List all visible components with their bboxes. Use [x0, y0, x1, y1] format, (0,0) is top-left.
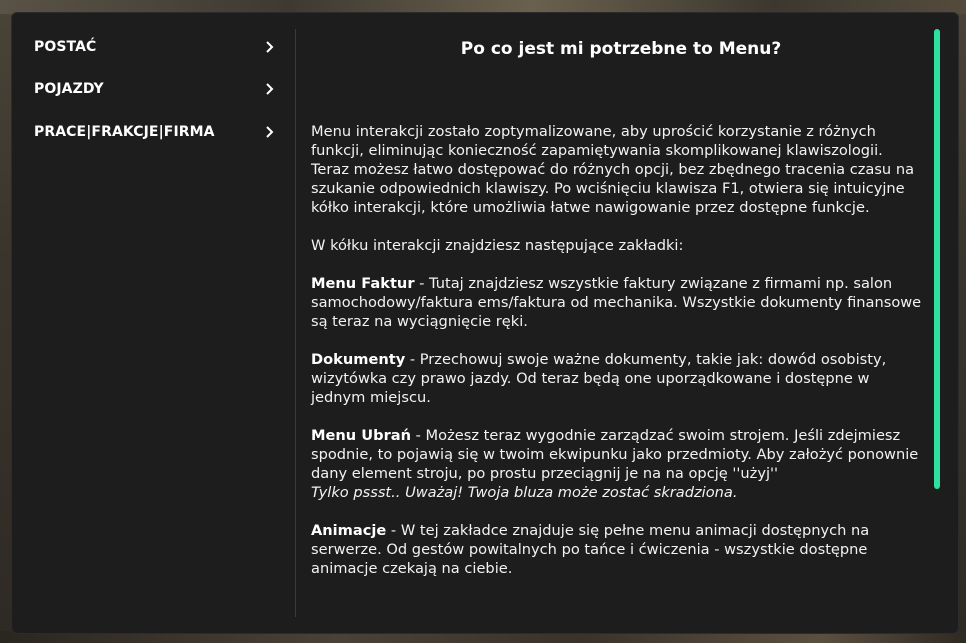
chevron-right-icon: [262, 81, 278, 97]
section-text: - Możesz teraz wygodnie zarządzać swoim strojem. Jeśli zdejmiesz spodnie, to pojawią się w twoim ekwipunku jako przedmioty. Aby założyć ponownie dany element stroju, po prostu przeciągnij je na na opcję ''użyj'': [311, 427, 919, 482]
scrollbar[interactable]: [934, 29, 940, 489]
intro-paragraph: Menu interakcji zostało zoptymalizowane, aby uprościć korzystanie z różnych funkcji, eliminując konieczność zapamiętywania skomplikowanej klawiszologii. Teraz możesz łatwo dostępować do różnych opcji, bez zbędnego tracenia czasu na szukanie odpowiednich klawiszy. Po wciśnięciu klawisza F1, otwiera się intuicyjne kółko interakcji, które umożliwia łatwe nawigowanie przez dostępne funkcje.: [311, 123, 915, 216]
section-note: Tylko pssst.. Uważaj! Twoja bluza może zostać skradziona.: [311, 484, 738, 501]
sidebar: [12, 13, 296, 633]
section-heading: Menu Faktur: [311, 275, 415, 292]
sidebar-item-pojazdy[interactable]: [34, 75, 278, 103]
section-animacje: [311, 521, 925, 578]
content-body: [311, 122, 925, 597]
interaction-menu-panel: [11, 12, 959, 634]
section-text: - Przechowuj swoje ważne dokumenty, takie jak: dowód osobisty, wizytówka czy prawo jazdy. Od teraz będą one uporządkowane i dostępne w jednym miejscu.: [311, 351, 887, 406]
section-heading: Animacje: [311, 522, 387, 539]
section-menu-faktur: [311, 274, 925, 331]
sidebar-item-label: POSTAĆ: [34, 39, 97, 55]
sidebar-divider: [295, 29, 296, 617]
page-title: Po co jest mi potrzebne to Menu?: [460, 39, 782, 59]
sidebar-item-postac[interactable]: [34, 33, 278, 61]
section-menu-ubran: [311, 426, 925, 502]
section-heading: Dokumenty: [311, 351, 406, 368]
section-dokumenty: [311, 350, 925, 407]
section-text: - Tutaj znajdziesz wszystkie faktury związane z firmami np. salon samochodowy/faktura ems/faktura od mechanika. Wszystkie dokumenty finansowe są teraz na wyciągnięcie ręki.: [311, 275, 922, 330]
sidebar-item-prace-frakcje-firma[interactable]: [34, 118, 278, 146]
content-area: [311, 13, 931, 633]
scrollbar-thumb[interactable]: [934, 29, 940, 489]
sidebar-item-label: PRACE|FRAKCJE|FIRMA: [34, 124, 215, 140]
sidebar-item-label: POJAZDY: [34, 81, 104, 97]
section-heading: Menu Ubrań: [311, 427, 412, 444]
chevron-right-icon: [262, 124, 278, 140]
chevron-right-icon: [262, 39, 278, 55]
section-text: - W tej zakładce znajduje się pełne menu animacji dostępnych na serwerze. Od gestów powitalnych po tańce i ćwiczenia - wszystkie dostępne animacje czekają na ciebie.: [311, 522, 870, 577]
tabs-intro-paragraph: W kółku interakcji znajdziesz następujące zakładki:: [311, 237, 684, 254]
